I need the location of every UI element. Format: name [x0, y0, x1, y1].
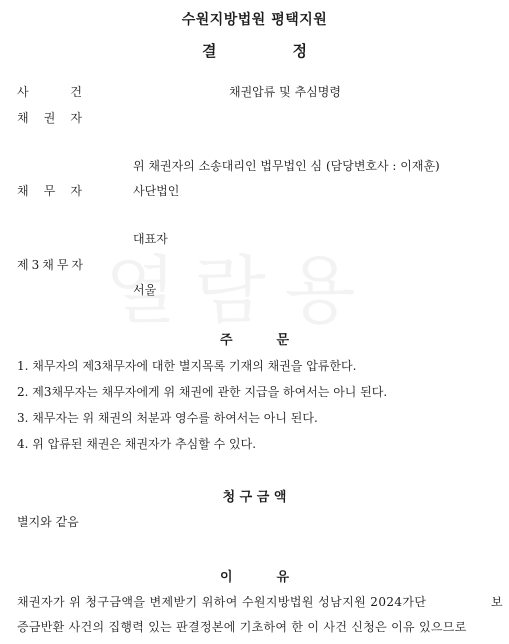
document-type-right: 정 [292, 42, 307, 60]
court-name: 수원지방법원 평택지원 [181, 12, 328, 28]
case-value: 채권압류 및 추심명령 [229, 85, 341, 99]
order-item: 4. 위 압류된 채권은 채권자가 추심할 수 있다. [17, 437, 257, 451]
creditor-label: 채 권 자 [17, 111, 82, 125]
document-type-left: 결 [202, 42, 217, 60]
reason-line-1: 채권자가 위 청구금액을 변제받기 위하여 수원지방법원 성남지원 2024가단 [17, 595, 427, 609]
document-type-title [0, 40, 509, 61]
order-heading: 주 문 [219, 333, 290, 348]
creditor-agent-line: 위 채권자의 소송대리인 법무법인 심 (담당변호사 : 이재훈) [133, 159, 440, 173]
order-item: 1. 채무자의 제3채무자에 대한 별지목록 기재의 채권을 압류한다. [17, 359, 357, 373]
order-item: 3. 채무자는 위 채권의 처분과 영수를 하여서는 아니 된다. [17, 411, 318, 425]
reason-line-2: 증금반환 사건의 집행력 있는 판결정본에 기초하여 한 이 사건 신청은 이유 있으므로 [17, 620, 467, 634]
case-label: 사 건 [17, 85, 82, 99]
reason-heading: 이 유 [219, 570, 290, 585]
order-item: 2. 제3채무자는 채무자에게 위 채권에 관한 지급을 하여서는 아니 된다. [17, 385, 388, 399]
third-debtor-label: 제3채무자 [17, 258, 87, 272]
reason-line-1-tail: 보 [491, 595, 503, 609]
third-debtor-address: 서울 [133, 283, 157, 297]
claim-heading: 청 구 금 액 [222, 490, 287, 505]
claim-text: 별지와 같음 [17, 515, 79, 529]
debtor-label: 채 무 자 [17, 184, 82, 198]
debtor-name: 사단법인 [133, 184, 180, 198]
debtor-representative: 대표자 [133, 232, 168, 246]
